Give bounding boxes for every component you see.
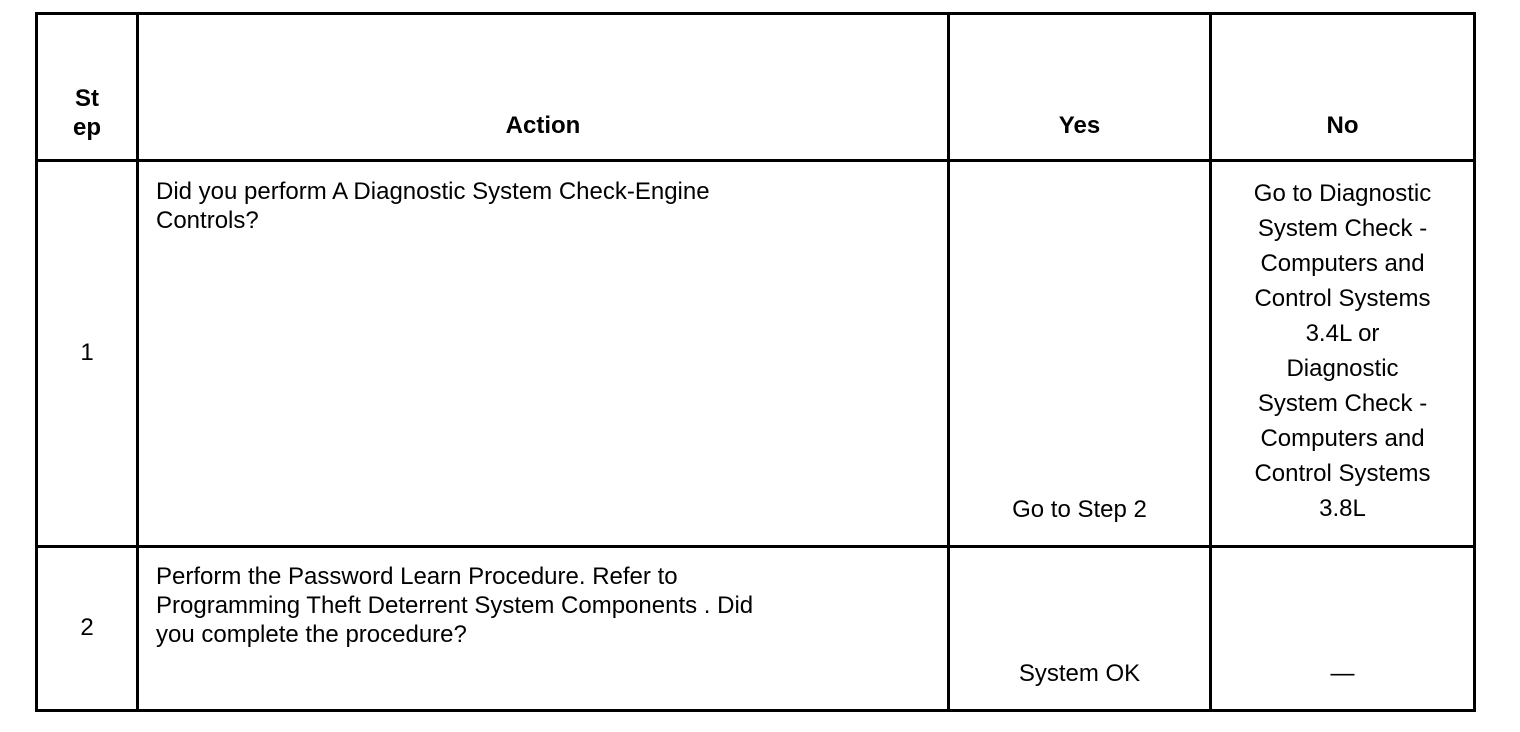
no-line: 3.4L or bbox=[1305, 320, 1380, 347]
step-header-line1: St bbox=[75, 85, 99, 113]
no-cell bbox=[1211, 161, 1475, 547]
yes-header: Yes bbox=[949, 14, 1211, 161]
no-line: System Check - bbox=[1257, 215, 1428, 242]
no-line: Control Systems bbox=[1254, 285, 1431, 312]
action-header: Action bbox=[138, 14, 949, 161]
no-line: Diagnostic bbox=[1286, 355, 1399, 382]
step-number: 1 bbox=[37, 161, 138, 547]
no-line: System Check - bbox=[1257, 390, 1428, 417]
table-row-step-2 bbox=[37, 547, 1475, 711]
table-row-step-1 bbox=[37, 161, 1475, 547]
action-cell bbox=[138, 161, 949, 547]
step-header-line2: ep bbox=[72, 114, 101, 142]
diagnostic-table bbox=[35, 12, 1476, 712]
header-row bbox=[37, 14, 1475, 161]
yes-cell: System OK bbox=[949, 547, 1211, 711]
action-line: you complete the procedure? bbox=[156, 620, 467, 648]
action-line: Did you perform A Diagnostic System Check-Engine bbox=[156, 178, 710, 205]
no-line: Computers and bbox=[1260, 250, 1425, 277]
no-cell: — bbox=[1211, 547, 1475, 711]
no-line: 3.8L bbox=[1319, 495, 1366, 522]
yes-cell: Go to Step 2 bbox=[949, 161, 1211, 547]
no-line: Computers and bbox=[1260, 425, 1425, 452]
no-line: Control Systems bbox=[1254, 460, 1431, 487]
action-cell bbox=[138, 547, 949, 711]
no-header: No bbox=[1211, 14, 1475, 161]
action-line: Perform the Password Learn Procedure. Refer to bbox=[156, 563, 678, 590]
step-number: 2 bbox=[37, 547, 138, 711]
action-line: Controls? bbox=[156, 206, 259, 234]
action-line: Programming Theft Deterrent System Components . Did bbox=[156, 591, 754, 619]
no-line: Go to Diagnostic bbox=[1253, 180, 1432, 207]
step-header bbox=[37, 14, 138, 161]
